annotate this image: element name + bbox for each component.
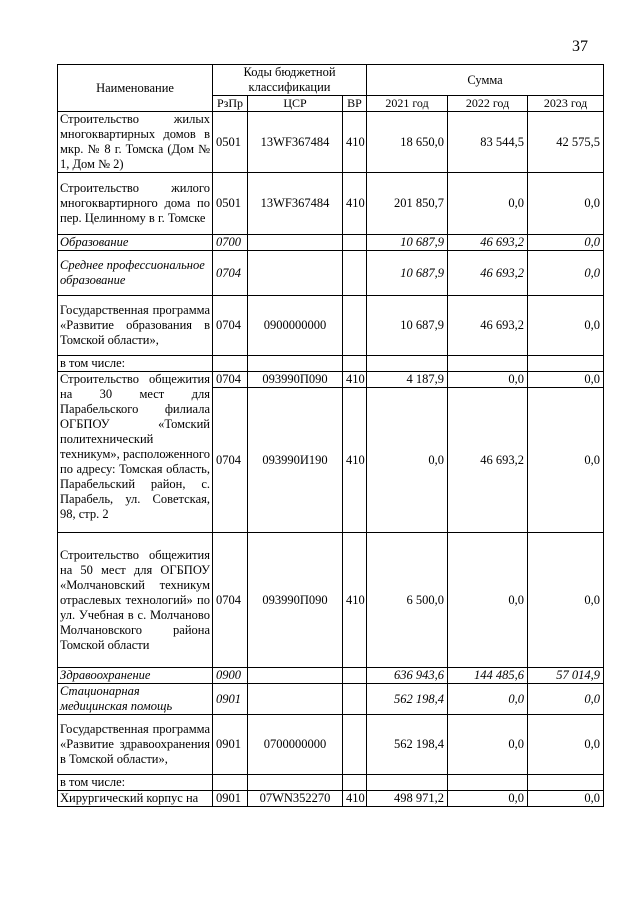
table-row bbox=[58, 235, 604, 251]
row-2022: 144 485,6 bbox=[448, 668, 528, 684]
header-2021: 2021 год bbox=[367, 96, 448, 112]
row-2021: 201 850,7 bbox=[367, 173, 448, 235]
row-2023: 0,0 bbox=[528, 173, 604, 235]
row-vr bbox=[343, 251, 367, 296]
row-2023: 0,0 bbox=[528, 251, 604, 296]
table-row bbox=[58, 533, 604, 668]
row-rzpr: 0704 bbox=[213, 296, 248, 356]
table-row bbox=[58, 173, 604, 235]
header-rzpr: РзПр bbox=[213, 96, 248, 112]
row-csr: 0900000000 bbox=[248, 296, 343, 356]
row-csr bbox=[248, 684, 343, 715]
row-2021: 562 198,4 bbox=[367, 684, 448, 715]
row-csr: 093990И190 bbox=[248, 388, 343, 533]
header-codes: Коды бюджетной классификации bbox=[213, 65, 367, 96]
row-rzpr: 0901 bbox=[213, 791, 248, 807]
row-2022: 83 544,5 bbox=[448, 112, 528, 173]
row-name: Строительство общежития на 30 мест для Парабельского филиала ОГБПОУ «Томский политехнический техникум», расположенного по адресу: Томская область, Парабельский район, с. Парабель, ул. Советская, 98, стр. 2 bbox=[58, 372, 213, 533]
row-rzpr: 0700 bbox=[213, 235, 248, 251]
row-csr bbox=[248, 251, 343, 296]
row-csr bbox=[248, 235, 343, 251]
row-2021: 18 650,0 bbox=[367, 112, 448, 173]
row-vr: 410 bbox=[343, 173, 367, 235]
row-csr: 13WF367484 bbox=[248, 112, 343, 173]
row-name: в том числе: bbox=[58, 775, 213, 791]
row-2022: 0,0 bbox=[448, 533, 528, 668]
row-csr: 093990П090 bbox=[248, 533, 343, 668]
row-csr bbox=[248, 668, 343, 684]
table-row bbox=[58, 372, 604, 388]
header-name: Наименование bbox=[58, 65, 213, 112]
row-2021: 10 687,9 bbox=[367, 296, 448, 356]
row-2022: 46 693,2 bbox=[448, 388, 528, 533]
header-sum: Сумма bbox=[367, 65, 604, 96]
row-rzpr: 0704 bbox=[213, 251, 248, 296]
row-2022: 0,0 bbox=[448, 173, 528, 235]
table-row bbox=[58, 715, 604, 775]
table-row bbox=[58, 251, 604, 296]
row-2021: 10 687,9 bbox=[367, 251, 448, 296]
row-2022: 0,0 bbox=[448, 791, 528, 807]
row-rzpr: 0704 bbox=[213, 533, 248, 668]
table-row bbox=[58, 296, 604, 356]
row-2023: 0,0 bbox=[528, 388, 604, 533]
row-vr: 410 bbox=[343, 533, 367, 668]
row-name: Образование bbox=[58, 235, 213, 251]
row-vr: 410 bbox=[343, 791, 367, 807]
row-2021: 562 198,4 bbox=[367, 715, 448, 775]
row-2023: 57 014,9 bbox=[528, 668, 604, 684]
row-2021: 636 943,6 bbox=[367, 668, 448, 684]
row-2021: 498 971,2 bbox=[367, 791, 448, 807]
row-2023: 42 575,5 bbox=[528, 112, 604, 173]
row-2022: 0,0 bbox=[448, 372, 528, 388]
row-2023: 0,0 bbox=[528, 372, 604, 388]
row-csr: 0700000000 bbox=[248, 715, 343, 775]
page-number: 37 bbox=[572, 38, 588, 55]
row-2023: 0,0 bbox=[528, 533, 604, 668]
row-vr bbox=[343, 715, 367, 775]
row-rzpr: 0501 bbox=[213, 173, 248, 235]
row-name: Здравоохранение bbox=[58, 668, 213, 684]
row-name: в том числе: bbox=[58, 356, 213, 372]
row-rzpr: 0704 bbox=[213, 372, 248, 388]
row-csr: 093990П090 bbox=[248, 372, 343, 388]
row-2021: 6 500,0 bbox=[367, 533, 448, 668]
row-csr: 07WN352270 bbox=[248, 791, 343, 807]
table-row bbox=[58, 668, 604, 684]
table-row bbox=[58, 356, 604, 372]
row-rzpr: 0501 bbox=[213, 112, 248, 173]
row-2021: 10 687,9 bbox=[367, 235, 448, 251]
row-vr bbox=[343, 235, 367, 251]
row-2023: 0,0 bbox=[528, 715, 604, 775]
row-csr: 13WF367484 bbox=[248, 173, 343, 235]
row-name: Среднее профессиональное образование bbox=[58, 251, 213, 296]
row-vr: 410 bbox=[343, 112, 367, 173]
table-row bbox=[58, 791, 604, 807]
row-vr bbox=[343, 296, 367, 356]
row-name: Хирургический корпус на bbox=[58, 791, 213, 807]
row-vr: 410 bbox=[343, 372, 367, 388]
row-2022: 0,0 bbox=[448, 684, 528, 715]
row-name: Строительство жилого многоквартирного дома по пер. Целинному в г. Томске bbox=[58, 173, 213, 235]
row-rzpr: 0901 bbox=[213, 684, 248, 715]
row-2023: 0,0 bbox=[528, 296, 604, 356]
row-2023: 0,0 bbox=[528, 791, 604, 807]
table-row bbox=[58, 684, 604, 715]
row-name: Стационарная медицинская помощь bbox=[58, 684, 213, 715]
row-2022: 46 693,2 bbox=[448, 235, 528, 251]
row-name: Государственная программа «Развитие образования в Томской области», bbox=[58, 296, 213, 356]
table-row bbox=[58, 775, 604, 791]
row-2022: 0,0 bbox=[448, 715, 528, 775]
row-2022: 46 693,2 bbox=[448, 251, 528, 296]
header-csr: ЦСР bbox=[248, 96, 343, 112]
row-rzpr: 0900 bbox=[213, 668, 248, 684]
row-2021: 0,0 bbox=[367, 388, 448, 533]
row-vr: 410 bbox=[343, 388, 367, 533]
budget-table bbox=[57, 64, 604, 807]
table-row bbox=[58, 112, 604, 173]
row-2021: 4 187,9 bbox=[367, 372, 448, 388]
row-name: Государственная программа «Развитие здравоохранения в Томской области», bbox=[58, 715, 213, 775]
row-name: Строительство общежития на 50 мест для ОГБПОУ «Молчановский техникум отраслевых технологий» по ул. Учебная в с. Молчаново Молчановского района Томской области bbox=[58, 533, 213, 668]
row-rzpr: 0704 bbox=[213, 388, 248, 533]
row-2023: 0,0 bbox=[528, 684, 604, 715]
header-vr: ВР bbox=[343, 96, 367, 112]
row-vr bbox=[343, 684, 367, 715]
row-2023: 0,0 bbox=[528, 235, 604, 251]
row-2022: 46 693,2 bbox=[448, 296, 528, 356]
row-vr bbox=[343, 668, 367, 684]
header-row bbox=[58, 65, 604, 96]
header-2022: 2022 год bbox=[448, 96, 528, 112]
row-rzpr: 0901 bbox=[213, 715, 248, 775]
row-name: Строительство жилых многоквартирных домов в мкр. № 8 г. Томска (Дом № 1, Дом № 2) bbox=[58, 112, 213, 173]
header-2023: 2023 год bbox=[528, 96, 604, 112]
